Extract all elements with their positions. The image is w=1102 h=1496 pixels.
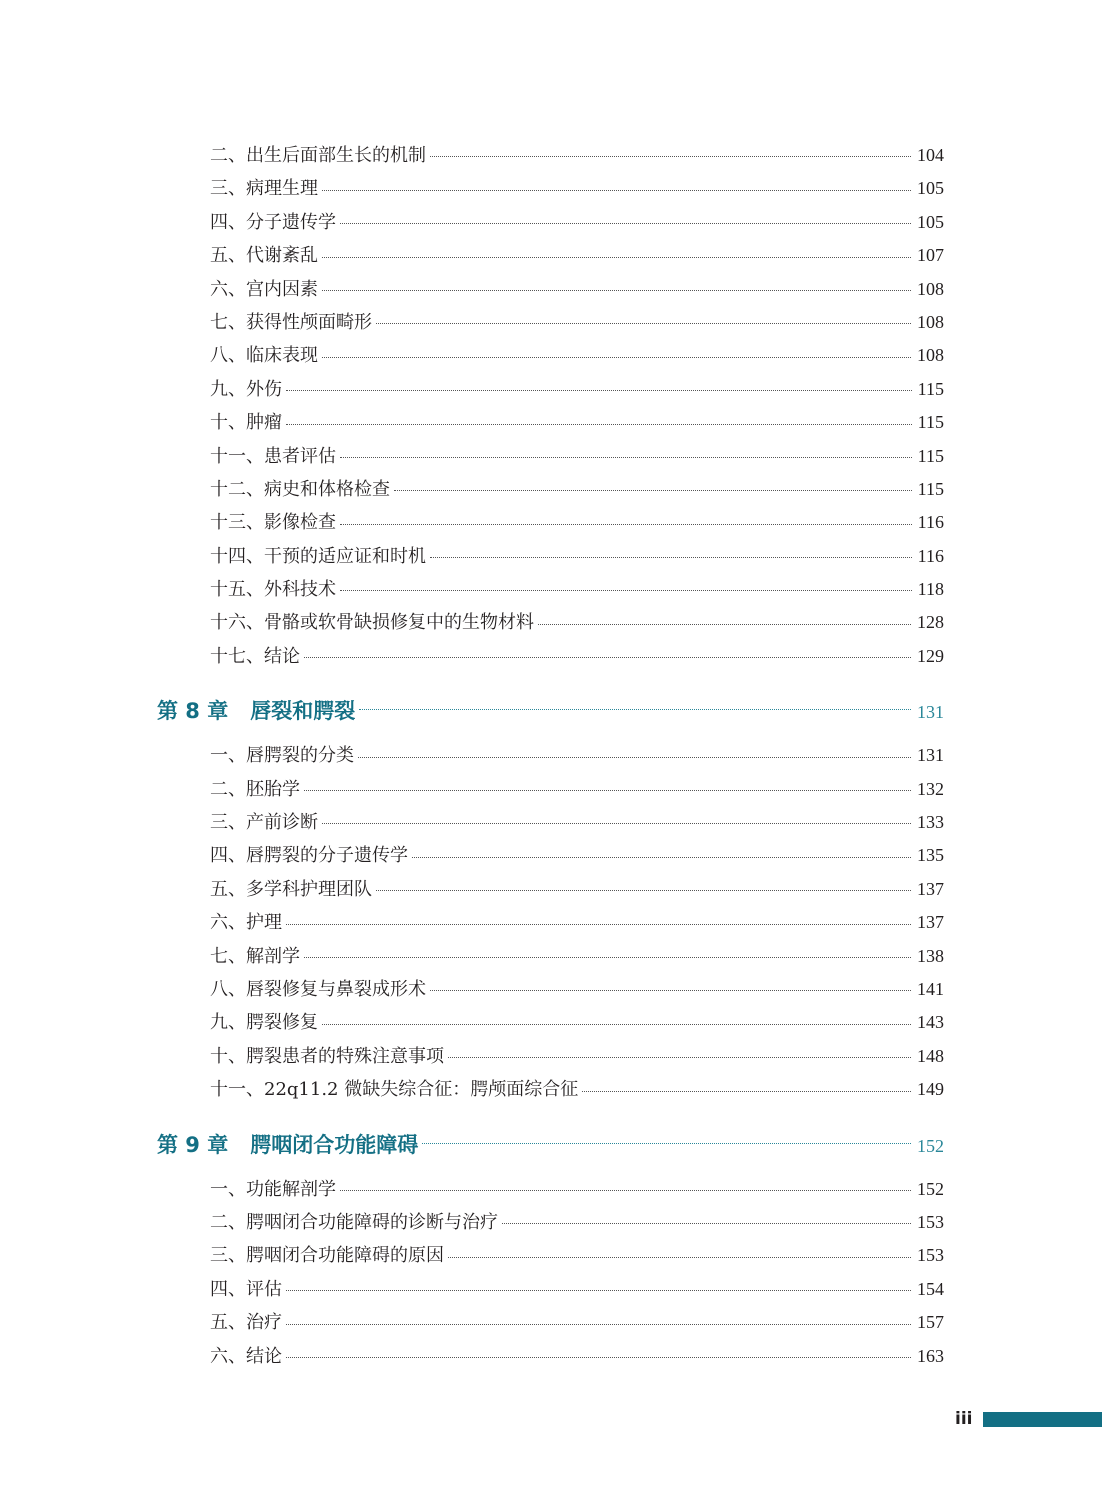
toc-entry-page: 105 (917, 178, 944, 199)
dot-leader (286, 1324, 911, 1325)
table-of-contents (0, 139, 1102, 1373)
toc-entry-label: 八、唇裂修复与鼻裂成形术 (210, 978, 426, 1000)
toc-entry-label: 六、护理 (210, 912, 282, 934)
toc-entry-page: 137 (917, 878, 944, 899)
toc-entry-label: 三、腭咽闭合功能障碍的原因 (210, 1245, 444, 1267)
dot-leader (430, 990, 911, 991)
toc-entry-page: 115 (917, 445, 944, 466)
toc-entry-page: 108 (917, 345, 944, 366)
toc-entry-page: 107 (917, 245, 944, 266)
toc-entry-page: 105 (917, 211, 944, 232)
toc-entry-label: 一、唇腭裂的分类 (210, 745, 354, 767)
toc-entry-page: 135 (917, 845, 944, 866)
dot-leader (304, 957, 911, 958)
dot-leader (422, 1143, 911, 1144)
dot-leader (502, 1223, 911, 1224)
dot-leader (340, 1190, 911, 1191)
chapter-heading[interactable] (157, 694, 944, 728)
toc-entry-page: 115 (917, 378, 944, 399)
toc-entry-label: 十四、干预的适应证和时机 (210, 545, 426, 567)
toc-entry-page: 129 (917, 645, 944, 666)
toc-entry-page: 108 (917, 278, 944, 299)
toc-entry[interactable] (210, 1306, 944, 1339)
toc-entry-label: 八、临床表现 (210, 345, 318, 367)
toc-section (0, 1128, 1102, 1373)
dot-leader (359, 709, 911, 710)
toc-entry-label: 七、获得性颅面畸形 (210, 311, 372, 333)
toc-entry[interactable] (210, 906, 944, 939)
toc-entry[interactable] (210, 540, 944, 573)
dot-leader (430, 156, 911, 157)
dot-leader (322, 257, 911, 258)
toc-entry-label: 九、外伤 (210, 378, 282, 400)
toc-entry-label: 十三、影像检查 (210, 512, 336, 534)
dot-leader (304, 657, 911, 658)
toc-entry[interactable] (210, 606, 944, 639)
toc-entry-label: 五、治疗 (210, 1312, 282, 1334)
toc-entry-label: 四、唇腭裂的分子遗传学 (210, 845, 408, 867)
toc-entry[interactable] (210, 172, 944, 205)
toc-entry-page: 137 (917, 912, 944, 933)
toc-entry[interactable] (210, 239, 944, 272)
toc-entry-label: 十、肿瘤 (210, 412, 282, 434)
toc-entry-label: 四、评估 (210, 1278, 282, 1300)
toc-entry-label: 十一、22q11.2 微缺失综合征：腭颅面综合征 (210, 1079, 579, 1101)
dot-leader (376, 890, 911, 891)
toc-entry[interactable] (210, 873, 944, 906)
toc-section (0, 139, 1102, 673)
toc-entry-page: 141 (917, 978, 944, 999)
toc-entry-page: 152 (917, 1178, 944, 1199)
dot-leader (448, 1057, 911, 1058)
dot-leader (376, 323, 911, 324)
toc-entry-page: 115 (917, 412, 944, 433)
toc-entry-page: 115 (917, 478, 944, 499)
toc-entry[interactable] (210, 573, 944, 606)
toc-entry[interactable] (210, 1206, 944, 1239)
toc-entry[interactable] (210, 406, 944, 439)
toc-entry[interactable] (210, 473, 944, 506)
toc-entry[interactable] (210, 839, 944, 872)
toc-entry-page: 157 (917, 1312, 944, 1333)
toc-entry-label: 六、宫内因素 (210, 278, 318, 300)
toc-entry[interactable] (210, 1273, 944, 1306)
dot-leader (286, 390, 912, 391)
dot-leader (322, 357, 911, 358)
toc-entry[interactable] (210, 1006, 944, 1039)
dot-leader (286, 1357, 911, 1358)
toc-entry[interactable] (210, 506, 944, 539)
toc-entry-page: 163 (917, 1345, 944, 1366)
chapter-title: 腭咽闭合功能障碍 (250, 1132, 419, 1157)
dot-leader (322, 190, 911, 191)
dot-leader (340, 457, 912, 458)
toc-entry-page: 154 (917, 1278, 944, 1299)
toc-entry-label: 二、腭咽闭合功能障碍的诊断与治疗 (210, 1211, 498, 1233)
toc-entry[interactable] (210, 440, 944, 473)
dot-leader (538, 624, 911, 625)
dot-leader (322, 1024, 911, 1025)
toc-entry-label: 十六、骨骼或软骨缺损修复中的生物材料 (210, 612, 534, 634)
dot-leader (322, 823, 911, 824)
toc-entry-label: 四、分子遗传学 (210, 211, 336, 233)
toc-entry-label: 三、产前诊断 (210, 812, 318, 834)
dot-leader (286, 424, 912, 425)
dot-leader (394, 490, 912, 491)
toc-entry[interactable] (210, 339, 944, 372)
toc-entry-page: 153 (917, 1245, 944, 1266)
toc-entry[interactable] (210, 1340, 944, 1373)
chapter-heading[interactable] (157, 1128, 944, 1162)
toc-entry-page: 116 (917, 512, 944, 533)
toc-entry-page: 148 (917, 1045, 944, 1066)
toc-entry-label: 十二、病史和体格检查 (210, 478, 390, 500)
dot-leader (340, 524, 912, 525)
toc-entry[interactable] (210, 306, 944, 339)
toc-entry[interactable] (210, 940, 944, 973)
chapter-number: 第 8 章 (157, 699, 229, 724)
toc-entry-label: 二、胚胎学 (210, 778, 300, 800)
dot-leader (286, 1290, 911, 1291)
dot-leader (286, 924, 911, 925)
toc-entry[interactable] (210, 739, 944, 772)
toc-entry-page: 128 (917, 612, 944, 633)
toc-entry[interactable] (210, 640, 944, 673)
toc-entry[interactable] (210, 773, 944, 806)
toc-entry-label: 五、代谢紊乱 (210, 245, 318, 267)
footer-accent-bar (983, 1412, 1102, 1427)
toc-entry-page: 143 (917, 1012, 944, 1033)
toc-entry-label: 十五、外科技术 (210, 579, 336, 601)
toc-entry[interactable] (210, 139, 944, 172)
toc-entry-label: 七、解剖学 (210, 945, 300, 967)
dot-leader (582, 1091, 911, 1092)
toc-entry-label: 二、出生后面部生长的机制 (210, 145, 426, 166)
toc-entry[interactable] (210, 1073, 944, 1106)
toc-section (0, 694, 1102, 1106)
toc-entry-label: 十七、结论 (210, 645, 300, 667)
toc-entry-page: 138 (917, 945, 944, 966)
toc-entry-page: 108 (917, 311, 944, 332)
toc-entry[interactable] (210, 973, 944, 1006)
dot-leader (304, 790, 911, 791)
dot-leader (448, 1257, 911, 1258)
toc-entry-page: 153 (917, 1211, 944, 1232)
toc-entry-page: 116 (917, 545, 944, 566)
toc-entry-page: 118 (917, 579, 944, 600)
toc-entry-page: 132 (917, 778, 944, 799)
dot-leader (358, 757, 911, 758)
dot-leader (340, 223, 911, 224)
toc-entry-label: 九、腭裂修复 (210, 1012, 318, 1034)
toc-entry-label: 三、病理生理 (210, 178, 318, 200)
toc-entry-page: 104 (917, 145, 944, 165)
dot-leader (412, 857, 911, 858)
chapter-page: 152 (917, 1135, 944, 1156)
toc-entry-page: 131 (917, 745, 944, 766)
chapter-title: 唇裂和腭裂 (250, 699, 356, 724)
toc-entry[interactable] (210, 1173, 944, 1206)
toc-entry-page: 133 (917, 812, 944, 833)
toc-entry-label: 十、腭裂患者的特殊注意事项 (210, 1045, 444, 1067)
dot-leader (322, 290, 911, 291)
toc-entry-label: 五、多学科护理团队 (210, 878, 372, 900)
chapter-number: 第 9 章 (157, 1132, 229, 1157)
toc-entry[interactable] (210, 806, 944, 839)
toc-entry[interactable] (210, 206, 944, 239)
toc-entry-label: 十一、患者评估 (210, 445, 336, 467)
toc-entry-page: 149 (917, 1079, 944, 1100)
toc-entry-label: 六、结论 (210, 1345, 282, 1367)
chapter-page: 131 (917, 702, 944, 723)
toc-entry[interactable] (210, 1239, 944, 1272)
toc-entry[interactable] (210, 1040, 944, 1073)
dot-leader (340, 590, 912, 591)
toc-entry-label: 一、功能解剖学 (210, 1178, 336, 1200)
page-number: iii (955, 1409, 973, 1429)
dot-leader (430, 557, 912, 558)
toc-entry[interactable] (210, 273, 944, 306)
toc-entry[interactable] (210, 373, 944, 406)
